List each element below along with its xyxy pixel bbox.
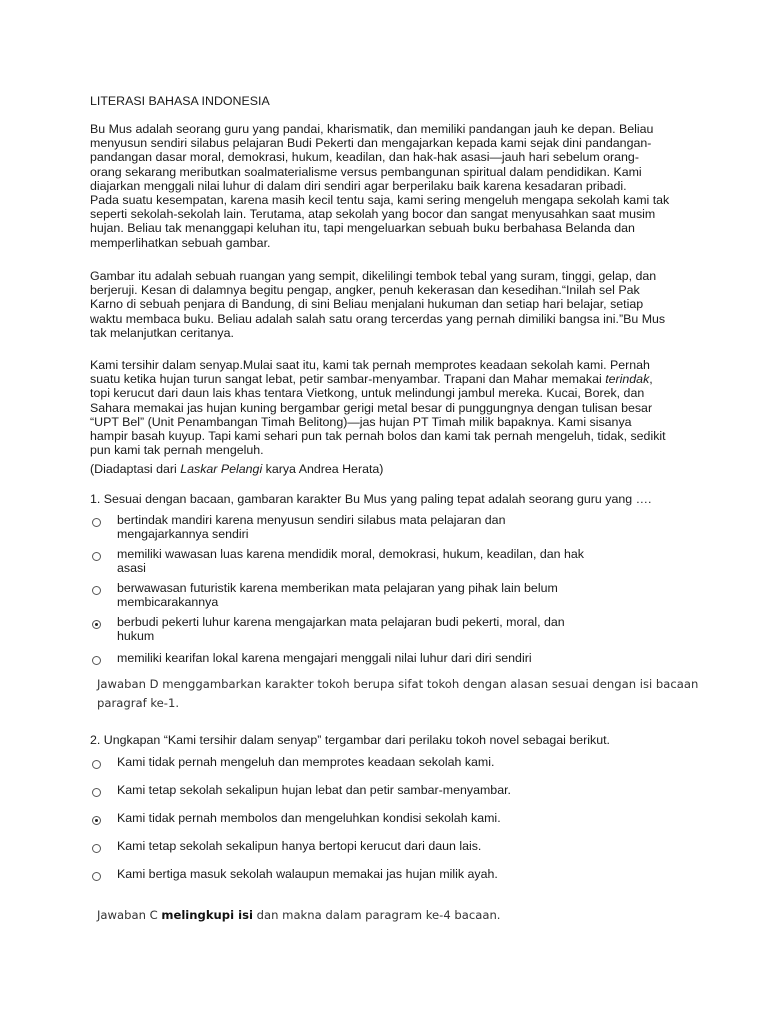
- option-line: Kami tetap sekolah sekalipun hanya bertopi kerucut dari daun lais.: [117, 839, 482, 853]
- option-line: Kami tetap sekolah sekalipun hujan lebat dan petir sambar-menyambar.: [117, 783, 511, 797]
- passage-line: hampir basah kuyup. Tapi kami sehari pun tak pernah bolos dan kami tak pernah mengeluh, tidak, sedikit: [90, 429, 666, 444]
- passage-source: [90, 462, 383, 476]
- passage-line: hujan. Beliau tak menanggapi keluhan itu, tapi mengeluarkan sebuah buku berbahasa Belanda dan: [90, 221, 635, 236]
- answer-line: paragraf ke-1.: [97, 696, 180, 710]
- option-line: membicarakannya: [117, 595, 219, 610]
- option-label: [117, 651, 532, 665]
- radio-button[interactable]: [92, 586, 101, 595]
- question-2: 2. Ungkapan “Kami tersihir dalam senyap” tergambar dari perilaku tokoh novel sebagai berikut.: [90, 733, 610, 747]
- passage-line: “UPT Bel” (Unit Penambangan Timah Belitong)—jas hujan PT Timah milik bapaknya. Kami sisanya: [90, 414, 632, 429]
- option-line: hukum: [117, 629, 155, 644]
- passage-line: orang sekarang meributkan soalmaterialisme versus pembangunan spiritual dalam pendidikan. Kami: [90, 164, 642, 179]
- source-title: Laskar Pelangi: [180, 462, 263, 476]
- passage-line: [90, 372, 685, 386]
- radio-button[interactable]: [92, 518, 101, 527]
- passage-line: tak melanjutkan ceritanya.: [90, 325, 234, 340]
- passage-line-text: ,: [649, 372, 653, 387]
- source-text: (Diadaptasi dari: [90, 462, 181, 476]
- passage-line: Kami tersihir dalam senyap.Mulai saat itu, kami tak pernah memprotes keadaan sekolah kami. Pernah: [90, 358, 650, 372]
- passage-line: Karno di sebuah penjara di Bandung, di sini Beliau menjalani hukuman dan setiap hari belajar, setiap: [90, 297, 644, 312]
- option-label: [117, 581, 558, 609]
- radio-button-selected[interactable]: [92, 620, 101, 629]
- passage-line: seperti sekolah-sekolah lain. Terutama, atap sekolah yang bocor dan sangat menyusahkan saat musim: [90, 207, 656, 222]
- answer-line: Jawaban D menggambarkan karakter tokoh berupa sifat tokoh dengan alasan sesuai dengan isi bacaan: [97, 677, 699, 691]
- option-line: bertindak mandiri karena menyusun sendiri silabus mata pelajaran dan: [117, 513, 506, 527]
- passage-paragraph-3: [90, 358, 685, 457]
- answer-emphasis: melingkupi isi: [161, 908, 253, 922]
- option-label: [117, 755, 494, 769]
- passage-line: topi kerucut dari daun lais khas tentara Vietkong, untuk melindungi jambul mereka. Kucai, Borek, dan: [90, 386, 645, 401]
- option-line: Kami tidak pernah mengeluh dan memprotes keadaan sekolah kami.: [117, 755, 495, 769]
- passage-line: Sahara memakai jas hujan kuning bergambar gerigi metal besar di punggungnya dengan tulisan besar: [90, 400, 653, 415]
- passage-line: pandangan dasar moral, demokrasi, hukum, keadilan, dan hak-hak asasi—jauh hari sebelum orang-: [90, 150, 639, 165]
- passage-line: pun kami tak pernah mengeluh.: [90, 443, 264, 458]
- passage-line: menyusun sendiri silabus pelajaran Budi Pekerti dan mengajarkan kepada kami sejak dini pandangan-: [90, 136, 652, 151]
- italic-term: terindak: [605, 372, 650, 387]
- option-label: [117, 839, 481, 853]
- option-line: memiliki wawasan luas karena mendidik moral, demokrasi, hukum, keadilan, dan hak: [117, 547, 584, 561]
- option-line: mengajarkannya sendiri: [117, 527, 249, 542]
- radio-button[interactable]: [92, 788, 101, 797]
- radio-button-selected[interactable]: [92, 816, 101, 825]
- passage-line: memperlihatkan sebuah gambar.: [90, 235, 271, 250]
- radio-button[interactable]: [92, 760, 101, 769]
- passage-line: diajarkan menggali nilai luhur di dalam diri sendiri agar berperilaku baik karena kesadaran pribadi.: [90, 178, 627, 193]
- document-title: LITERASI BAHASA INDONESIA: [90, 94, 270, 108]
- answer-text: dan makna dalam paragram ke-4 bacaan.: [252, 908, 501, 922]
- radio-button[interactable]: [92, 844, 101, 853]
- passage-line: Bu Mus adalah seorang guru yang pandai, kharismatik, dan memiliki pandangan jauh ke depan. Beliau: [90, 122, 654, 136]
- source-text: karya Andrea Herata): [262, 462, 384, 476]
- option-label: [117, 615, 565, 643]
- radio-button[interactable]: [92, 656, 101, 665]
- radio-button[interactable]: [92, 552, 101, 561]
- option-line: berwawasan futuristik karena memberikan mata pelajaran yang pihak lain belum: [117, 581, 558, 595]
- option-label: [117, 547, 584, 575]
- option-label: [117, 513, 505, 541]
- passage-paragraph-1: [90, 122, 685, 250]
- passage-line: Gambar itu adalah sebuah ruangan yang sempit, dikelilingi tembok tebal yang suram, tinggi, gelap, dan: [90, 269, 657, 283]
- passage-line: berjeruji. Kesan di dalamnya begitu pengap, angker, penuh kekerasan dan kesedihan.“Inilah sel Pak: [90, 283, 640, 298]
- option-label: [117, 811, 501, 825]
- answer-text: Jawaban C: [97, 908, 162, 922]
- option-line: asasi: [117, 561, 146, 576]
- passage-line: Pada suatu kesempatan, karena masih kecil tentu saja, kami sering mengeluh mengapa sekolah kami tak: [90, 193, 670, 208]
- radio-button[interactable]: [92, 872, 101, 881]
- option-line: Kami tidak pernah membolos dan mengeluhkan kondisi sekolah kami.: [117, 811, 501, 825]
- passage-line-text: suatu ketika hujan turun sangat lebat, petir sambar-menyambar. Trapani dan Mahar memakai: [90, 372, 606, 387]
- answer-explanation-1: [97, 675, 698, 713]
- answer-explanation-2: [97, 906, 500, 925]
- option-line: memiliki kearifan lokal karena mengajari menggali nilai luhur dari diri sendiri: [117, 651, 532, 665]
- option-label: [117, 783, 511, 797]
- question-1: 1. Sesuai dengan bacaan, gambaran karakter Bu Mus yang paling tepat adalah seorang guru yang ….: [90, 492, 652, 506]
- option-label: [117, 867, 498, 881]
- option-line: Kami bertiga masuk sekolah walaupun memakai jas hujan milik ayah.: [117, 867, 498, 881]
- passage-paragraph-2: [90, 269, 685, 340]
- passage-line: waktu membaca buku. Beliau adalah salah satu orang tercerdas yang pernah dimiliki bangsa ini.”Bu Mus: [90, 311, 666, 326]
- option-line: berbudi pekerti luhur karena mengajarkan mata pelajaran budi pekerti, moral, dan: [117, 615, 565, 629]
